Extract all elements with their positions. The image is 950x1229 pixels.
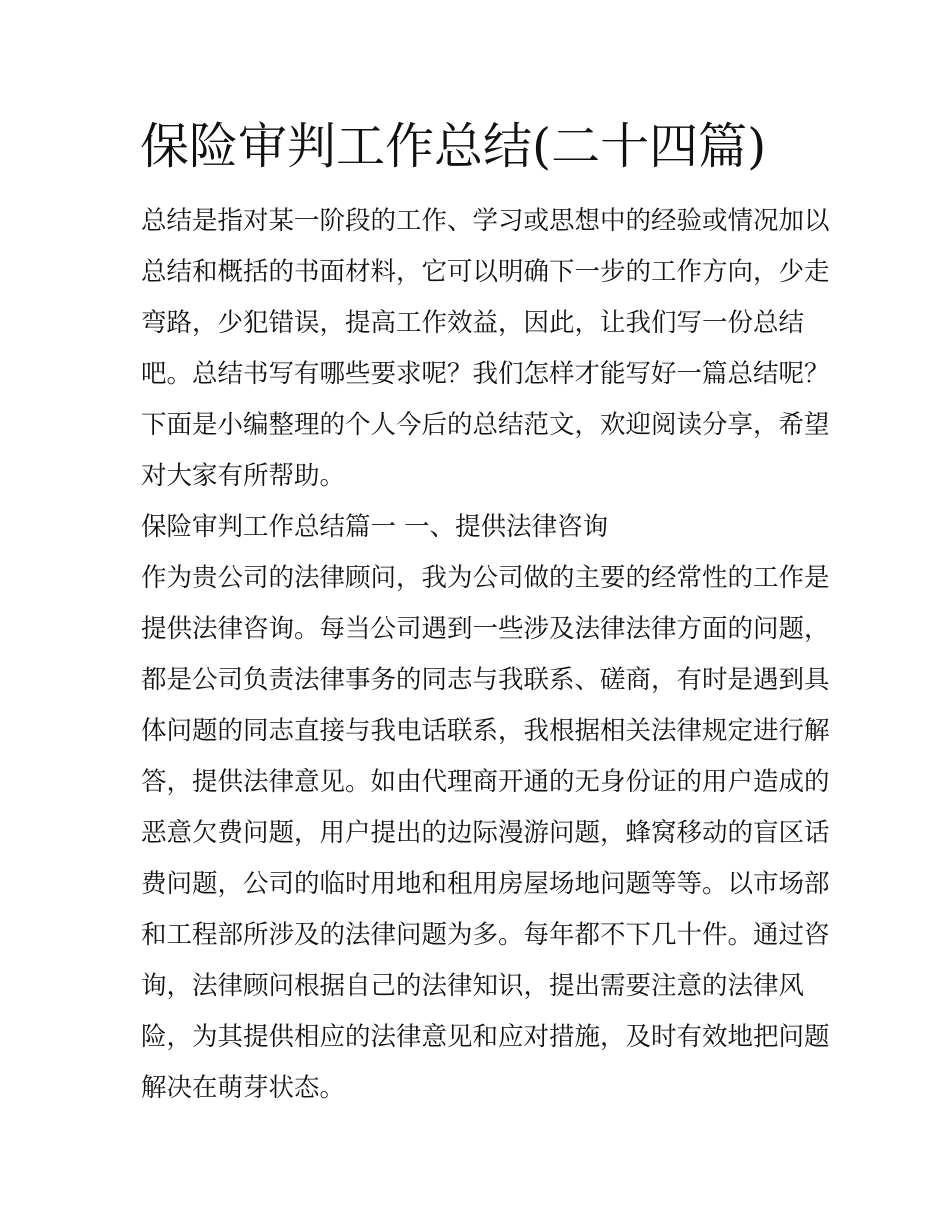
text-line: 和工程部所涉及的法律问题为多。每年都不下几十件。通过咨 <box>141 920 830 950</box>
text-line: 总结和概括的书面材料，它可以明确下一步的工作方向，少走 <box>141 257 830 287</box>
text-line: 对大家有所帮助。 <box>141 461 346 491</box>
text-line: 弯路，少犯错误，提高工作效益，因此，让我们写一份总结 <box>141 308 805 338</box>
text-line: 下面是小编整理的个人今后的总结范文，欢迎阅读分享，希望 <box>141 410 830 440</box>
text-line: 都是公司负责法律事务的同志与我联系、磋商，有时是遇到具 <box>141 665 830 695</box>
text-line: 解决在萌芽状态。 <box>141 1073 346 1103</box>
text-line: 体问题的同志直接与我电话联系，我根据相关法律规定进行解 <box>141 716 830 746</box>
document-body <box>141 196 830 1114</box>
text-line: 险，为其提供相应的法律意见和应对措施，及时有效地把问题 <box>141 1022 830 1052</box>
text-line: 费问题，公司的临时用地和租用房屋场地问题等等。以市场部 <box>141 869 830 899</box>
text-line: 询，法律顾问根据自己的法律知识，提出需要注意的法律风 <box>141 971 805 1001</box>
section-heading: 保险审判工作总结篇一 一、提供法律咨询 <box>141 512 609 542</box>
text-line: 答，提供法律意见。如由代理商开通的无身份证的用户造成的 <box>141 767 830 797</box>
text-line: 吧。总结书写有哪些要求呢？我们怎样才能写好一篇总结呢？ <box>141 359 830 389</box>
document-title: 保险审判工作总结(二十四篇) <box>140 118 767 175</box>
text-line: 总结是指对某一阶段的工作、学习或思想中的经验或情况加以 <box>141 206 830 236</box>
text-line: 提供法律咨询。每当公司遇到一些涉及法律法律方面的问题， <box>141 614 830 644</box>
text-line: 作为贵公司的法律顾问，我为公司做的主要的经常性的工作是 <box>141 563 830 593</box>
text-line: 恶意欠费问题，用户提出的边际漫游问题，蜂窝移动的盲区话 <box>141 818 830 848</box>
